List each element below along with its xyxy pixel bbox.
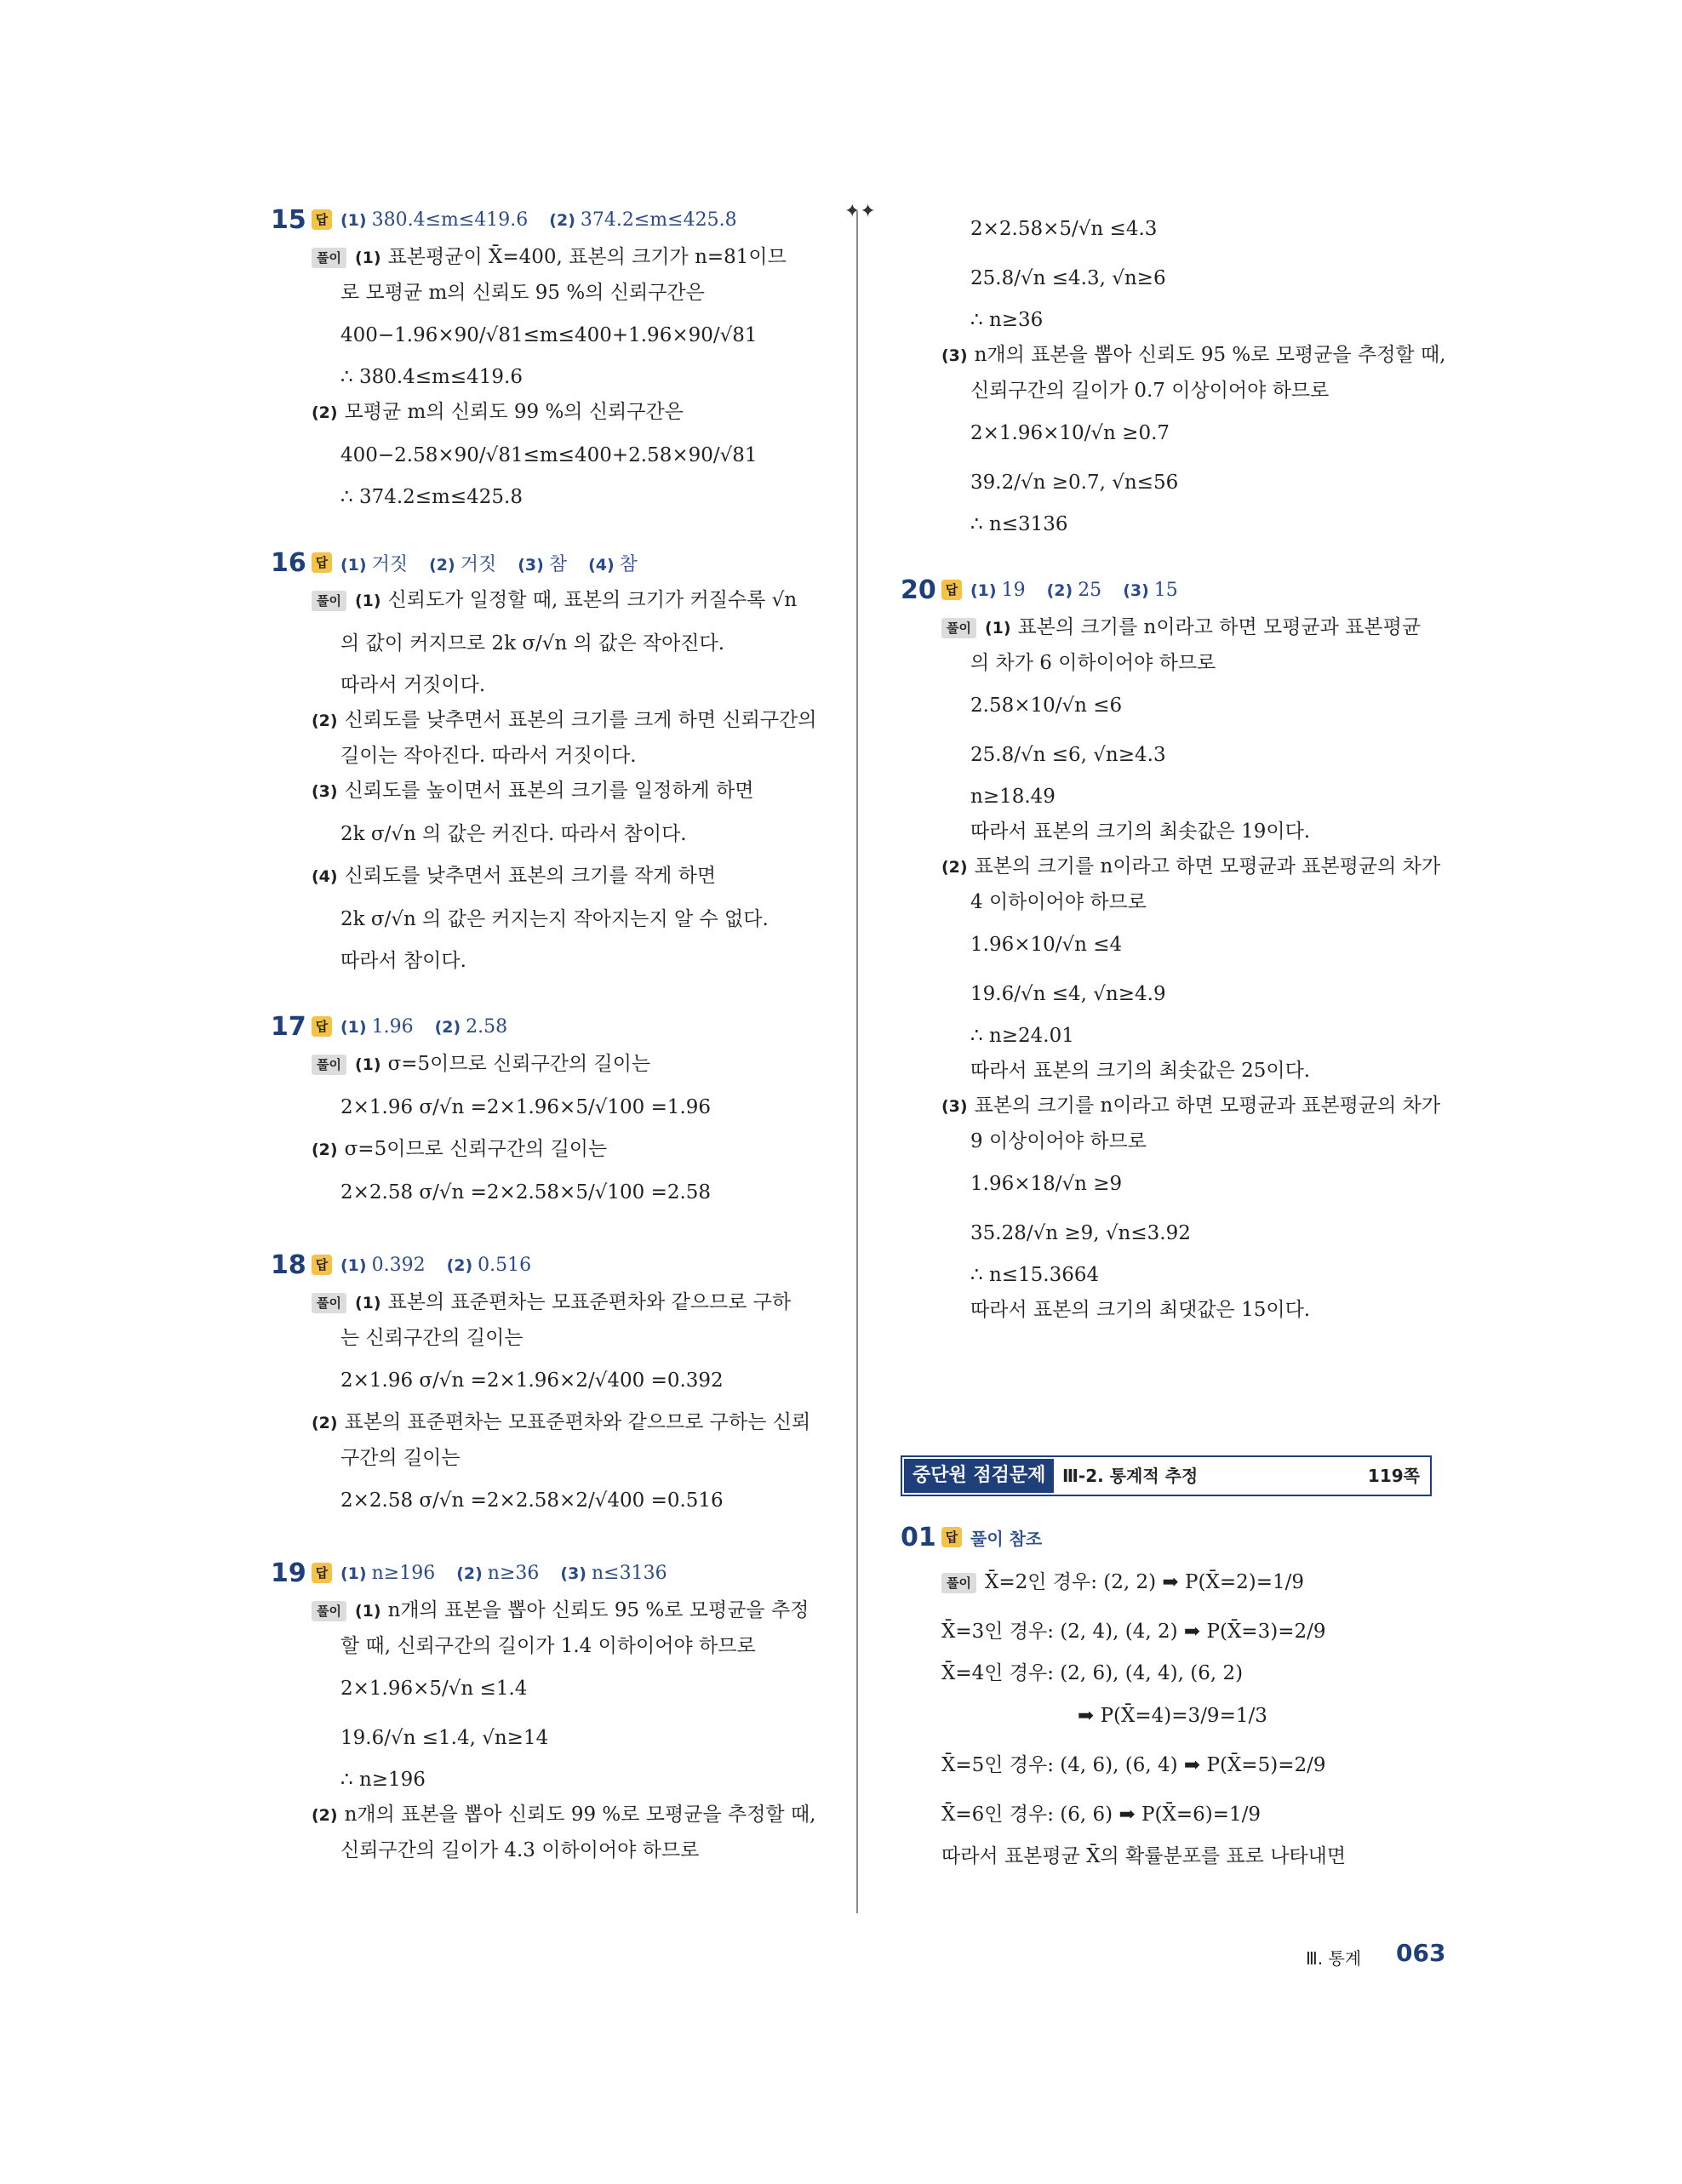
solution-badge: 풀이 bbox=[312, 1601, 346, 1621]
answer-badge: 답 bbox=[312, 1563, 332, 1583]
answer-badge: 답 bbox=[312, 1016, 332, 1037]
section-page-ref: 119쪽 bbox=[1367, 1466, 1420, 1486]
section-subtitle: Ⅲ-2. 통계적 추정 bbox=[1062, 1466, 1199, 1486]
solution-badge: 풀이 bbox=[941, 618, 976, 638]
answer-badge: 답 bbox=[941, 580, 962, 600]
footer-chapter: Ⅲ. 통계 bbox=[1306, 1948, 1362, 1969]
answer-badge: 답 bbox=[312, 1255, 332, 1275]
problem-number: 17 bbox=[271, 1011, 306, 1042]
answer-badge: 답 bbox=[941, 1527, 962, 1547]
problem-17: 17 답 (1) 1.96 (2) 2.58 풀이 (1) σ=5이므로 신뢰구간의 길이는 2×1.96 σ/√n =2×1.96×5/√100 =1.96 (2) σ=5이므로 신뢰구간의 길이는 2×2.58 σ/√n =2×2.58×5/√100 =2.58 bbox=[271, 1011, 712, 1203]
problem-19: 19 답 (1) n≥196 (2) n≥36 (3) n≤3136 풀이 (1) n개의 표본을 뽑아 신뢰도 95 %로 모평균을 추정 할 때, 신뢰구간의 길이가 1.4 이하이어야 하므로 2×1.96×5/√n ≤1.4 19.6/√n ≤1.4, √n≥14 ∴ n≥196 (2) n개의 표본을 뽑아 신뢰도 99 %로 모평균을 추정할 때, 신뢰구간의 길이가 4.3 이하이어야 하므로 bbox=[271, 1558, 816, 1861]
problem-15: 15 답 (1) 380.4≤m≤419.6 (2) 374.2≤m≤425.8 풀이 (1) 표본평균이 X̄=400, 표본의 크기가 n=81이므 로 모평균 m의 신뢰도 95 %의 신뢰구간은 400−1.96×90/√81≤m≤400+1.96×90/√81 ∴ 380.4≤m≤419.6 (2) 모평균 m의 신뢰도 99 %의 신뢰구간은 400−2.58×90/√81≤m≤400+2.58×90/√81 ∴ 374.2≤m≤425.8 bbox=[271, 204, 787, 508]
answer-badge: 답 bbox=[312, 552, 332, 573]
problem-01: 01 답 풀이 참조 풀이 X̄=2인 경우: (2, 2) ➡ P(X̄=2)=1/9 X̄=3인 경우: (2, 4), (4, 2) ➡ P(X̄=3)=2/9 X̄=4인 경우: (2, 6), (4, 4), (6, 2) ➡ P(X̄=4)=3/9=1/3 X̄=5인 경우: (4, 6), (6, 4) ➡ P(X̄=5)=2/9 X̄=6인 경우: (6, 6) ➡ P(X̄=6)=1/9 따라서 표본평균 X̄의 확률분포를 표로 나타내면 bbox=[901, 1522, 1347, 1867]
problem-number: 18 bbox=[271, 1249, 306, 1280]
solution-badge: 풀이 bbox=[941, 1573, 976, 1593]
answer-line: (1) 1.96 (2) 2.58 bbox=[340, 1015, 508, 1038]
solution-badge: 풀이 bbox=[312, 248, 346, 268]
column-divider bbox=[856, 211, 858, 1913]
problem-number: 16 bbox=[271, 547, 306, 578]
answer-line: (1) 380.4≤m≤419.6 (2) 374.2≤m≤425.8 bbox=[340, 209, 737, 231]
problem-number: 20 bbox=[901, 575, 936, 605]
problem-number: 01 bbox=[901, 1522, 936, 1552]
problem-19-continued: 2×2.58×5/√n ≤4.3 25.8/√n ≤4.3, √n≥6 ∴ n≥36 (3) n개의 표본을 뽑아 신뢰도 95 %로 모평균을 추정할 때, 신뢰구간의 길이가 0.7 이상이어야 하므로 2×1.96×10/√n ≥0.7 39.2/√n ≥0.7, √n≤56 ∴ n≤3136 bbox=[941, 218, 1446, 535]
left-column bbox=[271, 204, 824, 1901]
solution-badge: 풀이 bbox=[312, 591, 346, 611]
divider-ornament-icon: ✦✦ bbox=[844, 201, 876, 222]
answer-line: (1) n≥196 (2) n≥36 (3) n≤3136 bbox=[340, 1562, 667, 1584]
answer-line: (1) 0.392 (2) 0.516 bbox=[340, 1254, 532, 1276]
solution-badge: 풀이 bbox=[312, 1055, 346, 1075]
answer-line: (1) 19 (2) 25 (3) 15 bbox=[970, 579, 1178, 601]
solution-badge: 풀이 bbox=[312, 1293, 346, 1313]
answer-line: (1) 거짓 (2) 거짓 (3) 참 (4) 참 bbox=[340, 553, 638, 575]
section-header bbox=[901, 1455, 1432, 1496]
answer-badge: 답 bbox=[312, 209, 332, 230]
section-label: 중단원 점검문제 bbox=[904, 1459, 1054, 1493]
page-number: 063 bbox=[1396, 1939, 1446, 1967]
problem-20: 20 답 (1) 19 (2) 25 (3) 15 풀이 (1) 표본의 크기를 n이라고 하면 모평균과 표본평균 의 차가 6 이하이어야 하므로 2.58×10/√n ≤6 25.8/√n ≤6, √n≥4.3 n≥18.49 따라서 표본의 크기의 최솟값은 19이다. (2) 표본의 크기를 n이라고 하면 모평균과 표본평균의 차가 4 이하이어야 하므로 1.96×10/√n ≤4 19.6/√n ≤4, √n≥4.9 ∴ n≥24.01 따라서 표본의 크기의 최솟값은 25이다. (3) 표본의 크기를 n이라고 하면 모평균과 표본평균의 차가 9 이상이어야 하므로 1.96×18/√n ≥9 35.28/√n ≥9, √n≤3.92 ∴ n≤15.3664 따라서 표본의 크기의 최댓값은 15이다. bbox=[901, 575, 1441, 1321]
answer-line: 풀이 참조 bbox=[970, 1528, 1043, 1549]
right-column bbox=[901, 204, 1454, 1360]
problem-16: 16 답 (1) 거짓 (2) 거짓 (3) 참 (4) 참 풀이 (1) 신뢰도가 일정할 때, 표본의 크기가 커질수록 √n 의 값이 커지므로 2k σ/√n 의 값은 작아진다. 따라서 거짓이다. (2) 신뢰도를 낮추면서 표본의 크기를 크게 하면 신뢰구간의 길이는 작아진다. 따라서 거짓이다. (3) 신뢰도를 높이면서 표본의 크기를 일정하게 하면 2k σ/√n 의 값은 커진다. 따라서 참이다. (4) 신뢰도를 낮추면서 표본의 크기를 작게 하면 2k σ/√n 의 값은 커지는지 작아지는지 알 수 없다. 따라서 참이다. bbox=[271, 547, 817, 972]
problem-number: 19 bbox=[271, 1558, 306, 1588]
problem-number: 15 bbox=[271, 204, 306, 235]
problem-18: 18 답 (1) 0.392 (2) 0.516 풀이 (1) 표본의 표준편차는 모표준편차와 같으므로 구하 는 신뢰구간의 길이는 2×1.96 σ/√n =2×1.96×2/√400 =0.392 (2) 표본의 표준편차는 모표준편차와 같으므로 구하는 신뢰 구간의 길이는 2×2.58 σ/√n =2×2.58×2/√400 =0.516 bbox=[271, 1249, 811, 1512]
